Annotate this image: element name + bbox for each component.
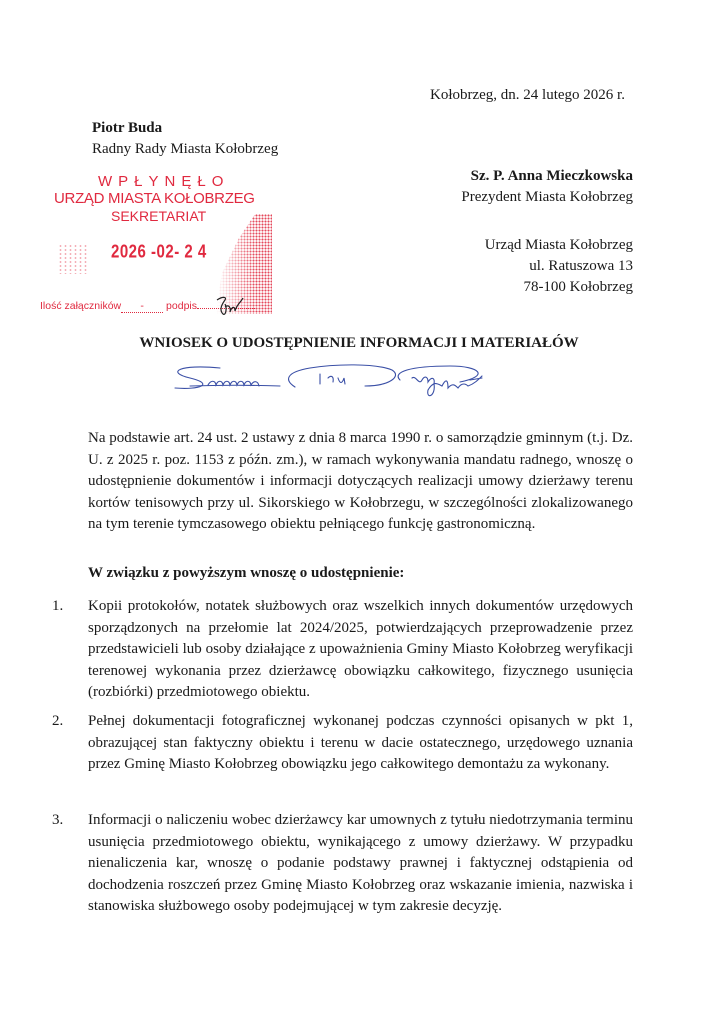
- stamp-date: 2026 -02- 2 4: [111, 242, 207, 263]
- list-item-number: 3.: [52, 812, 64, 828]
- address-line: 78-100 Kołobrzeg: [523, 279, 633, 295]
- sender-role: Radny Rady Miasta Kołobrzeg: [92, 141, 279, 157]
- stamp-signature-field: [197, 308, 255, 309]
- address-line: ul. Ratuszowa 13: [529, 258, 633, 274]
- list-item-text: Kopii protokołów, notatek służbowych oraz wszelkich innych dokumentów urzędowych sporządzonych na przełomie lat 2024/2025, potwierdzających przeprowadzenie przez przedstawicieli lub osoby działające z upoważnienia Gminy Miasto Kołobrzeg weryfikacji terenowej wykonania przez dzierżawcę obowiązku całkowitego, fizycznego usunięcia (rozbiórki) przedmiotowego obiektu.: [88, 598, 633, 700]
- address-line: Urząd Miasta Kołobrzeg: [484, 237, 633, 253]
- recipient-role: Prezydent Miasta Kołobrzeg: [461, 189, 633, 205]
- stamp-ink-speckle: [58, 244, 88, 274]
- list-item-text: Pełnej dokumentacji fotograficznej wykonanej podczas czynności opisanych w pkt 1, obrazującej stan faktyczny obiektu i terenu w dacie ostatecznego, urzędowego uznania przez Gminę Miasto Kołobrzeg obowiązku jego całkowitego demontażu za wykonany.: [88, 713, 633, 772]
- handwritten-salutation-icon: [160, 358, 580, 398]
- intro-paragraph: Na podstawie art. 24 ust. 2 ustawy z dnia 8 marca 1990 r. o samorządzie gminnym (t.j. Dz. U. z 2025 r. poz. 1153 z późn. zm.), w ramach wykonywania mandatu radnego, wnoszę o udostępnienie dokumentów i informacji dotyczących realizacji umowy dzierżawy terenu kortów tenisowych przy ul. Sikorskiego w Kołobrzegu, w szczególności zlokalizowanego na tym terenie tymczasowego obiektu pełniącego funkcję gastronomiczną.: [88, 430, 633, 532]
- list-item-text: Informacji o naliczeniu wobec dzierżawcy kar umownych z tytułu niedotrzymania terminu usunięcia przedmiotowego obiektu, wynikającego z umowy dzierżawy. W przypadku nienaliczenia kar, wnoszę o podanie podstawy prawnej i faktycznej odstąpienia od dochodzenia roszczeń przez Gminę Miasto Kołobrzeg oraz wskazanie imienia, nazwiska i stanowiska służbowego osoby podejmującej w tym zakresie decyzję.: [88, 812, 633, 914]
- received-stamp: [40, 170, 280, 320]
- list-item-number: 2.: [52, 713, 64, 729]
- stamp-footer: [40, 300, 255, 313]
- stamp-signature-label: podpis: [166, 300, 197, 312]
- document-title: WNIOSEK O UDOSTĘPNIENIE INFORMACJI I MATERIAŁÓW: [139, 335, 579, 351]
- handwritten-initials-icon: [213, 294, 247, 318]
- place-and-date: Kołobrzeg, dn. 24 lutego 2026 r.: [430, 87, 625, 103]
- stamp-attachments-value: -: [121, 300, 163, 313]
- stamp-attachments-label: Ilość załączników: [40, 300, 122, 312]
- list-item-number: 1.: [52, 598, 64, 614]
- recipient-name: Sz. P. Anna Mieczkowska: [470, 168, 633, 184]
- stamp-office-name: URZĄD MIASTA KOŁOBRZEG: [54, 190, 255, 207]
- stamp-department: SEKRETARIAT: [111, 208, 207, 224]
- recipient-address: [485, 235, 633, 298]
- stamp-received-label: WPŁYNĘŁO: [98, 173, 230, 190]
- sender-name: Piotr Buda: [92, 120, 163, 136]
- request-lead: W związku z powyższym wnoszę o udostępnienie:: [88, 565, 405, 581]
